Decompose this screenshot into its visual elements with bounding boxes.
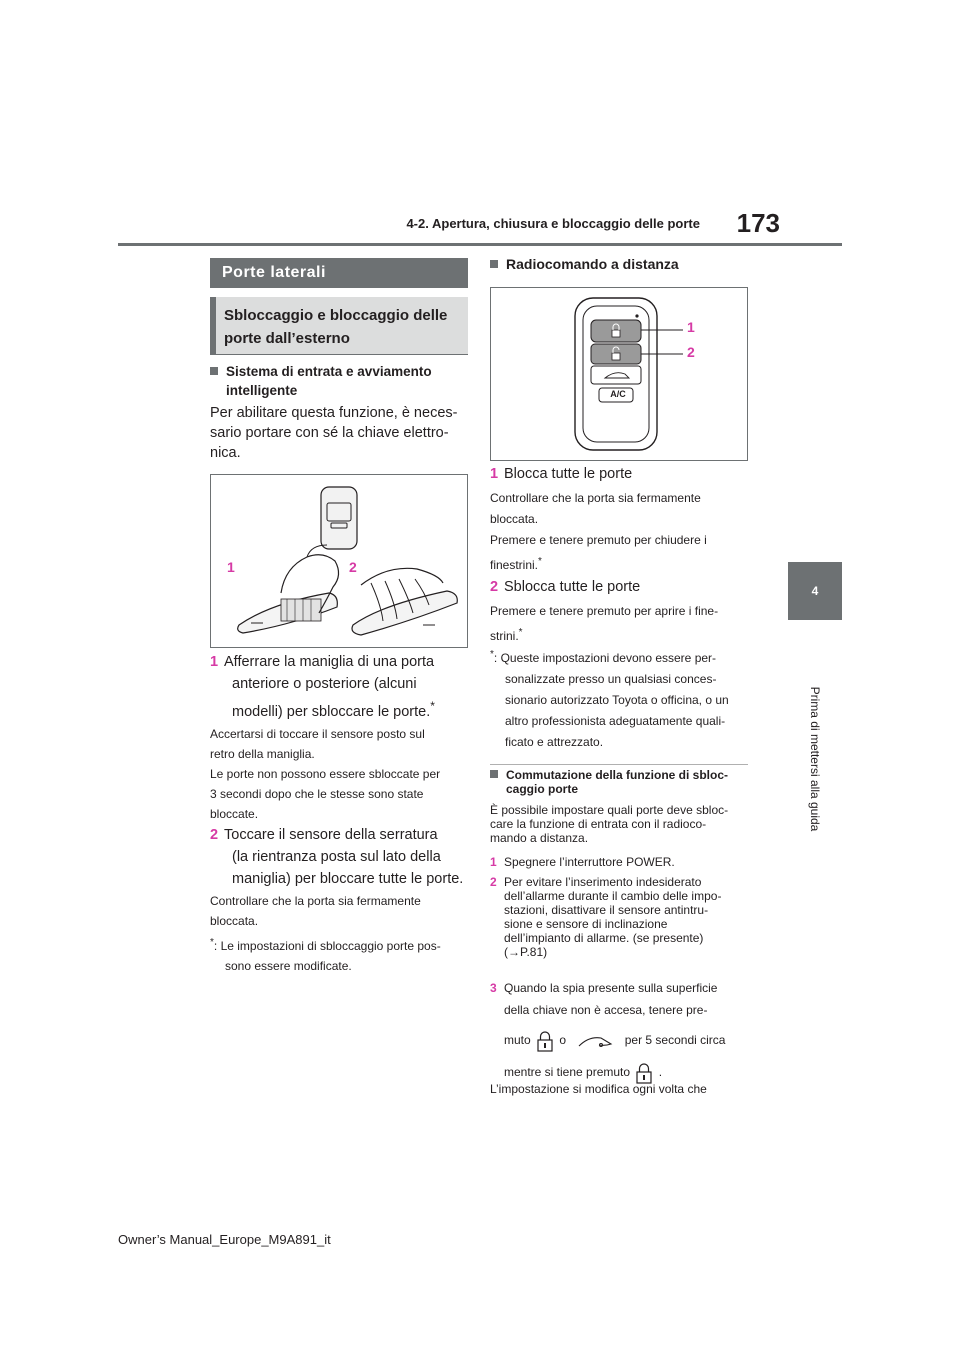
hatch-icon [575, 1032, 615, 1050]
heading-smart-entry: Sistema di entrata e avviamento intelligente [210, 362, 470, 400]
step-1-number: 1 [210, 654, 219, 670]
square-bullet-icon [210, 367, 218, 375]
footnote-marker: * [430, 699, 435, 713]
subsection-rule [210, 354, 468, 355]
figure-label-1: 1 [227, 559, 235, 575]
remote-item-1: 1 Blocca tutte le porte [490, 463, 752, 485]
heading-remote: Radiocomando a distanza [490, 255, 750, 274]
key-fob-illustration [491, 288, 747, 460]
fob-label-1: 1 [687, 319, 695, 335]
remote-item-2-notes: Premere e tenere premuto per aprire i fine- strini.* [490, 604, 719, 643]
setting-step-1: 1 Spegnere l’interruttore POWER. [490, 855, 675, 869]
page-number: 173 [736, 208, 780, 238]
lock-icon [633, 1062, 655, 1084]
header-rule [118, 243, 842, 246]
section-banner: Porte laterali [210, 258, 468, 288]
setting-step-2: 2 Per evitare l’inserimento indesiderato dell’allarme durante il cambio delle impo- stazioni, disattivare il sensore antintru- sione e sensore di inclinazione dell’impianto di allarme. (se presente) (→P.81) [490, 875, 722, 959]
subsection-banner: Sbloccaggio e bloccaggio delle porte dall’esterno [210, 297, 468, 354]
door-handle-figure [210, 474, 468, 648]
footnote-marker: * [490, 649, 494, 660]
setting-step-3: 3 Quando la spia presente sulla superficie della chiave non è accesa, tenere pre- muto o per 5 secondi circa mentre si tiene premuto . [490, 977, 752, 1085]
chapter-label: Prima di mettersi alla guida [808, 686, 822, 832]
key-fob-figure [490, 287, 748, 461]
step-2: 2 Toccare il sensore della serratura (la rientranza posta sul lato della maniglia) per bloccare tutte le porte. [210, 824, 472, 890]
footnote-left: *: Le impostazioni di sbloccaggio porte pos- sono essere modificate. [210, 937, 441, 973]
item-1-number: 1 [490, 466, 499, 482]
last-line: L’impostazione si modifica ogni volta che [490, 1082, 707, 1096]
step-2-notes: Controllare che la porta sia fermamente bloccata. [210, 894, 421, 928]
heading-unlock-function: Commutazione della funzione di sbloc- caggio porte [490, 768, 752, 796]
step-2-number: 2 [210, 827, 219, 843]
lock-icon [534, 1030, 556, 1052]
chapter-tab: 4 [788, 562, 842, 620]
remote-item-2: 2 Sblocca tutte le porte [490, 576, 752, 598]
figure-label-2: 2 [349, 559, 357, 575]
square-bullet-icon [490, 770, 498, 778]
item-2-number: 2 [490, 579, 499, 595]
intro-paragraph: Per abilitare questa funzione, è neces- sario portare con sé la chiave elettro- nica. [210, 405, 458, 461]
ac-button-label: A/C [610, 389, 626, 399]
door-handle-illustration [211, 475, 467, 647]
unlock-function-body: È possibile impostare quali porte deve sbloc- care la funzione di entrata con il radioco- mando a distanza. [490, 803, 729, 845]
square-bullet-icon [490, 260, 498, 268]
fob-label-2: 2 [687, 344, 695, 360]
footnote-right: *: Queste impostazioni devono essere per- sonalizzate presso un qualsiasi conces- sionario autorizzato Toyota o officina, o un altro professionista adeguatamente quali- ficato e attrezzato. [490, 649, 729, 749]
remote-item-1-notes: Controllare che la porta sia fermamente bloccata. Premere e tenere premuto per chiudere i finestrini.* [490, 491, 707, 572]
section-divider [490, 764, 748, 765]
footer-manual-id: Owner’s Manual_Europe_M9A891_it [118, 1232, 331, 1247]
step-1: 1 Afferrare la maniglia di una porta anteriore o posteriore (alcuni modelli) per sbloccare le porte.* [210, 651, 472, 723]
footnote-marker: * [538, 556, 542, 567]
footnote-marker: * [210, 937, 214, 948]
footnote-marker: * [518, 627, 523, 638]
step-1-notes: Accertarsi di toccare il sensore posto sul retro della maniglia. Le porte non possono essere sbloccate per 3 secondi dopo che le stesse sono state bloccate. [210, 727, 441, 821]
section-title: 4-2. Apertura, chiusura e bloccaggio delle porte [406, 216, 700, 231]
